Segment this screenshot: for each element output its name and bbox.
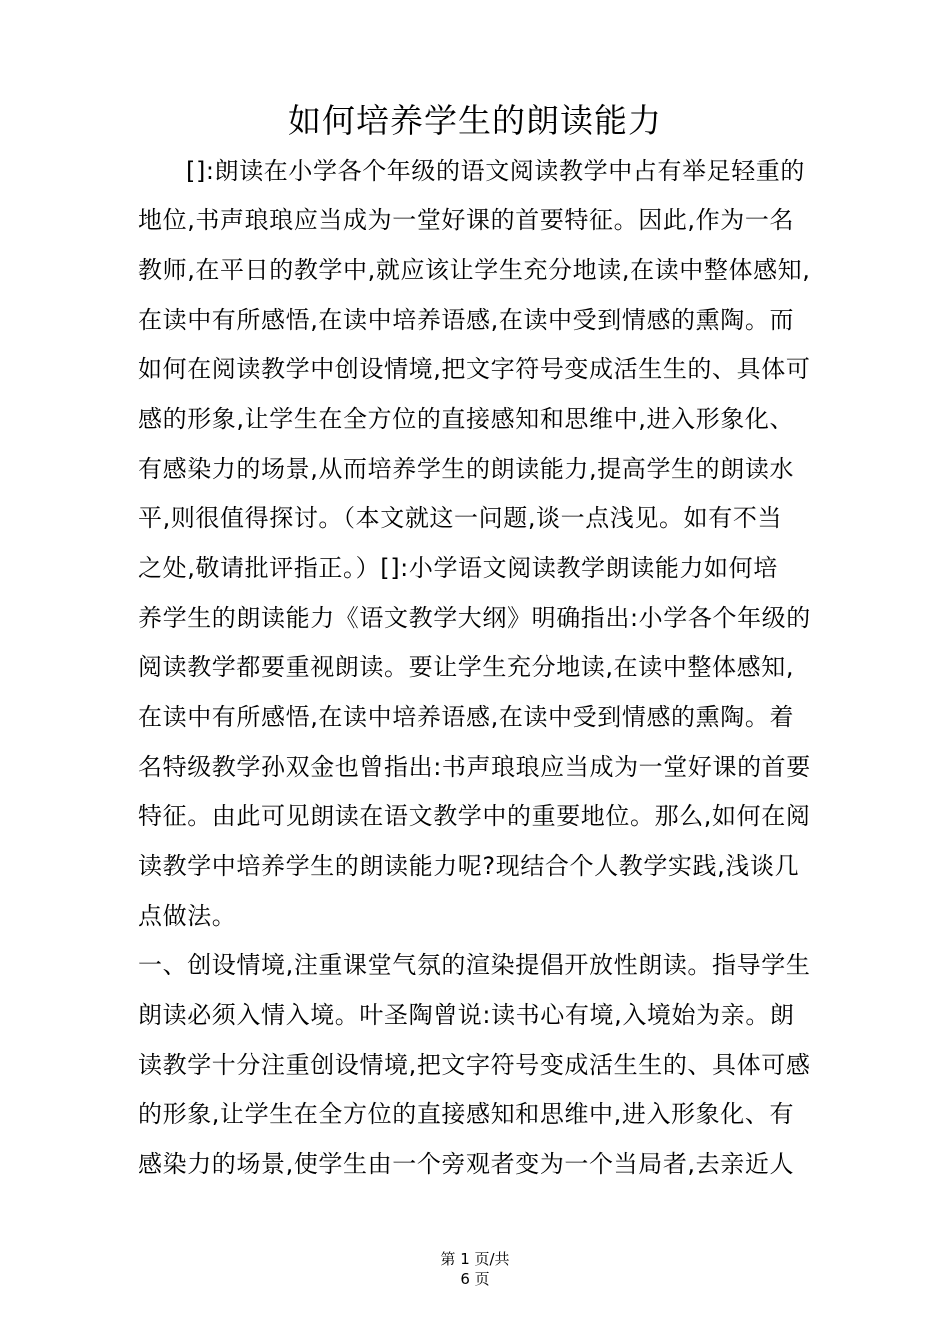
paragraph-line: 朗读必须入情入境。叶圣陶曾说:读书心有境,入境始为亲。朗 <box>138 1001 795 1029</box>
paragraph-line: 教师,在平日的教学中,就应该让学生充分地读,在读中整体感知, <box>138 256 811 284</box>
paragraph-line: 阅读教学都要重视朗读。要让学生充分地读,在读中整体感知, <box>138 653 795 681</box>
paragraph-line: 读教学中培养学生的朗读能力呢?现结合个人教学实践,浅谈几 <box>138 852 800 880</box>
paragraph-line: 地位,书声琅琅应当成为一堂好课的首要特征。因此,作为一名 <box>138 206 795 234</box>
paragraph-line: 名特级教学孙双金也曾指出:书声琅琅应当成为一堂好课的首要 <box>138 753 811 781</box>
document-title: 如何培养学生的朗读能力 <box>288 101 662 140</box>
page-count: 6 页 <box>460 1270 490 1288</box>
paragraph-line: 读教学十分注重创设情境,把文字符号变成活生生的、具体可感 <box>138 1051 811 1079</box>
paragraph-line: []:朗读在小学各个年级的语文阅读教学中占有举足轻重的 <box>186 157 806 185</box>
paragraph-line: 的形象,让学生在全方位的直接感知和思维中,进入形象化、有 <box>138 1100 795 1128</box>
paragraph-line: 如何在阅读教学中创设情境,把文字符号变成活生生的、具体可 <box>138 355 811 383</box>
paragraph-line: 养学生的朗读能力《语文教学大纲》明确指出:小学各个年级的 <box>138 604 811 632</box>
paragraph-line: 感的形象,让学生在全方位的直接感知和思维中,进入形象化、 <box>138 405 795 433</box>
paragraph-line: 之处,敬请批评指正。）[]:小学语文阅读教学朗读能力如何培 <box>138 554 778 582</box>
page-number: 第 1 页/共 <box>440 1250 510 1268</box>
paragraph-line: 在读中有所感悟,在读中培养语感,在读中受到情感的熏陶。着 <box>138 703 795 731</box>
paragraph-line: 有感染力的场景,从而培养学生的朗读能力,提高学生的朗读水 <box>138 455 795 483</box>
paragraph-line: 平,则很值得探讨。（本文就这一问题,谈一点浅见。如有不当 <box>138 504 783 532</box>
paragraph-line: 一、创设情境,注重课堂气氛的渲染提倡开放性朗读。指导学生 <box>138 951 811 979</box>
paragraph-line: 特征。由此可见朗读在语文教学中的重要地位。那么,如何在阅 <box>138 802 811 830</box>
paragraph-line: 在读中有所感悟,在读中培养语感,在读中受到情感的熏陶。而 <box>138 306 795 334</box>
paragraph-line: 点做法。 <box>138 902 237 930</box>
paragraph-line: 感染力的场景,使学生由一个旁观者变为一个当局者,去亲近人 <box>138 1150 795 1178</box>
